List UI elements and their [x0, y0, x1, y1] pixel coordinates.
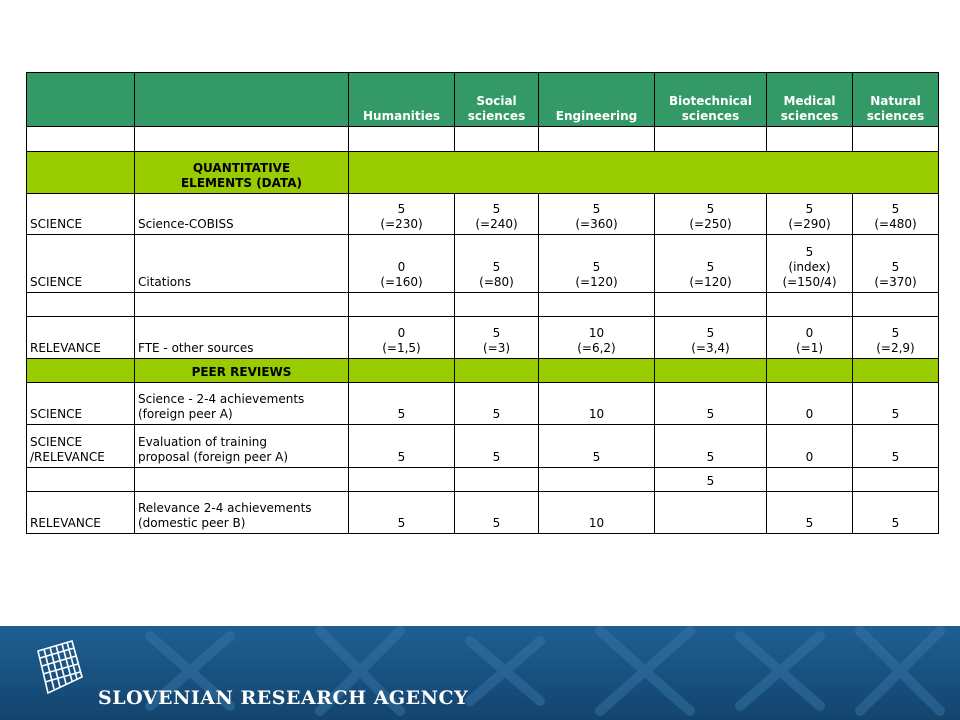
- header-natural: Natural sciences: [853, 73, 939, 127]
- table-row: [27, 194, 939, 235]
- table-row: [27, 317, 939, 359]
- cell-value: 5 (=250): [655, 194, 767, 235]
- row-category: SCIENCE: [27, 235, 135, 293]
- cell-value: 5: [853, 425, 939, 468]
- cell-value: 5 (=370): [853, 235, 939, 293]
- header-humanities: Humanities: [349, 73, 455, 127]
- row-item: [135, 468, 349, 492]
- cell-value: 5: [539, 425, 655, 468]
- cell-value: 5: [853, 492, 939, 534]
- cell-value: 5 (=3,4): [655, 317, 767, 359]
- empty-row: [27, 127, 939, 152]
- cell-value: 5: [349, 492, 455, 534]
- empty-row: [27, 293, 939, 317]
- header-medical: Medical sciences: [767, 73, 853, 127]
- cell-value: 0: [767, 425, 853, 468]
- cell-value: 10: [539, 383, 655, 425]
- row-category: RELEVANCE: [27, 317, 135, 359]
- cell-value: 5 (index) (=150/4): [767, 235, 853, 293]
- cell-value: 0 (=1,5): [349, 317, 455, 359]
- section-title: QUANTITATIVE ELEMENTS (DATA): [135, 152, 349, 194]
- table-row: [27, 383, 939, 425]
- cell-value: 0 (=160): [349, 235, 455, 293]
- table-row: [27, 235, 939, 293]
- cell-value: [655, 492, 767, 534]
- evaluation-table: [26, 72, 939, 534]
- section-row-quantitative: [27, 152, 939, 194]
- cell-value: 5: [455, 425, 539, 468]
- cell-value: 10: [539, 492, 655, 534]
- cell-value: 5: [767, 492, 853, 534]
- section-row-peer: [27, 359, 939, 383]
- cell-value: 5: [455, 492, 539, 534]
- cell-value: [455, 468, 539, 492]
- cell-value: 5: [655, 468, 767, 492]
- row-category: SCIENCE /RELEVANCE: [27, 425, 135, 468]
- cell-value: 5 (=2,9): [853, 317, 939, 359]
- table-row: [27, 492, 939, 534]
- header-cell: [135, 73, 349, 127]
- cell-value: 5 (=360): [539, 194, 655, 235]
- cell-value: [349, 468, 455, 492]
- row-item: Science-COBISS: [135, 194, 349, 235]
- table-row: [27, 425, 939, 468]
- cell-value: 5: [655, 425, 767, 468]
- cell-value: 10 (=6,2): [539, 317, 655, 359]
- cell-value: 5 (=120): [655, 235, 767, 293]
- cell-value: 5 (=80): [455, 235, 539, 293]
- row-category: RELEVANCE: [27, 492, 135, 534]
- header-cell: [27, 73, 135, 127]
- cell-value: 5 (=240): [455, 194, 539, 235]
- row-category: SCIENCE: [27, 383, 135, 425]
- row-item: Citations: [135, 235, 349, 293]
- header-biotechnical: Biotechnical sciences: [655, 73, 767, 127]
- agency-logo-icon: [34, 637, 86, 699]
- cell-value: [853, 468, 939, 492]
- header-row: [27, 73, 939, 127]
- header-social: Social sciences: [455, 73, 539, 127]
- cell-value: 5 (=3): [455, 317, 539, 359]
- cell-value: 5 (=290): [767, 194, 853, 235]
- section-title: PEER REVIEWS: [135, 359, 349, 383]
- cell-value: [539, 468, 655, 492]
- row-item: Relevance 2-4 achievements (domestic peer B): [135, 492, 349, 534]
- cell-value: 5: [349, 383, 455, 425]
- table-row: [27, 468, 939, 492]
- cell-value: 5: [853, 383, 939, 425]
- cell-value: 5: [655, 383, 767, 425]
- row-category: [27, 468, 135, 492]
- agency-name: SLOVENIAN RESEARCH AGENCY: [98, 687, 469, 709]
- row-item: Science - 2-4 achievements (foreign peer A): [135, 383, 349, 425]
- cell-value: 5 (=230): [349, 194, 455, 235]
- row-item: Evaluation of training proposal (foreign peer A): [135, 425, 349, 468]
- cell-value: [767, 468, 853, 492]
- cell-value: 0 (=1): [767, 317, 853, 359]
- row-category: SCIENCE: [27, 194, 135, 235]
- cell-value: 5 (=120): [539, 235, 655, 293]
- row-item: FTE - other sources: [135, 317, 349, 359]
- header-engineering: Engineering: [539, 73, 655, 127]
- cell-value: 0: [767, 383, 853, 425]
- cell-value: 5: [349, 425, 455, 468]
- cell-value: 5: [455, 383, 539, 425]
- cell-value: 5 (=480): [853, 194, 939, 235]
